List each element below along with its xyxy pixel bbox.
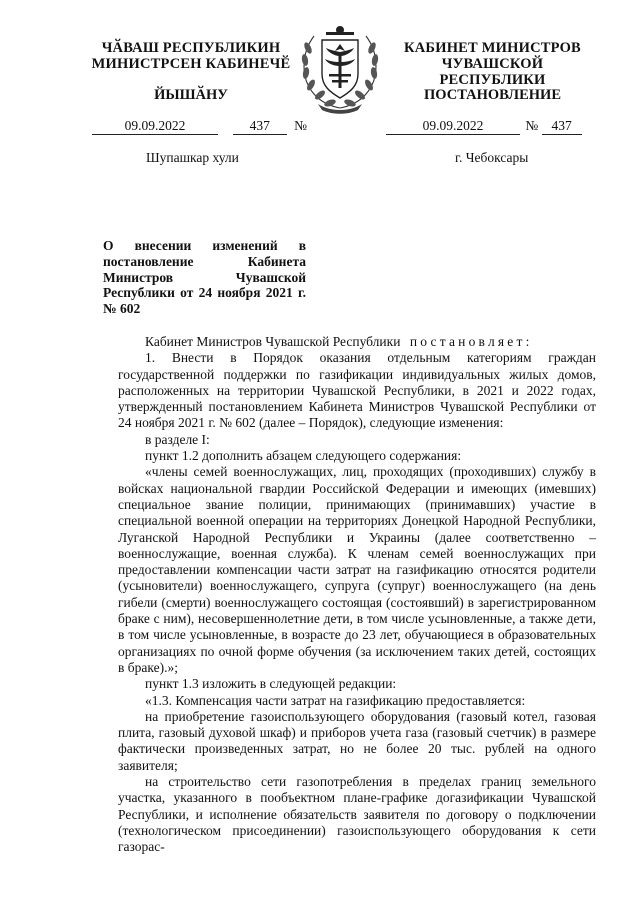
paragraph-1: 1. Внести в Порядок оказания отдельным категориям граждан государственной поддержки по газификации индивидуальных жилых домов, расположенных на территории Чувашской Республики, в 2021 и 2022 годах, утвержденный постановлением Кабинета Министров Чувашской Республики от 24 ноября 2021 г. № 602 (далее – Порядок), следующие изменения: — [118, 350, 596, 431]
header-left-org-line1: ЧӐВАШ РЕСПУБЛИКИН — [101, 40, 281, 56]
right-number-sign: № — [525, 118, 539, 133]
paragraph-section-1: в разделе I: — [145, 431, 210, 447]
intro-text: Кабинет Министров Чувашской Республики — [145, 334, 401, 349]
header-left-doc-type: ЙЫШӐНУ — [154, 87, 228, 103]
intro-paragraph — [118, 334, 596, 350]
paragraph-equipment: на приобретение газоиспользующего оборудования (газовый котел, газовая плита, газовый духовой шкаф) и приборов учета газа (газовый счетчик) в размере фактически произведенных затрат, но не более 20 тыс. рублей на одного заявителя; — [118, 708, 596, 773]
left-number-sign: № — [294, 118, 308, 133]
right-city: г. Чебоксары — [455, 150, 529, 165]
document-subject: О внесении изменений в постановление Кабинета Министров Чувашской Республики от 24 ноября 2021 г. № 602 — [103, 238, 306, 317]
header-left-org — [88, 40, 294, 72]
header-right-org — [390, 40, 595, 88]
right-date: 09.09.2022 — [386, 118, 520, 135]
paragraph-compensation: «1.3. Компенсация части затрат на газификацию предоставляется: — [145, 692, 526, 708]
paragraph-clause-1-3: пункт 1.3 изложить в следующей редакции: — [145, 676, 397, 692]
paragraph-construction: на строительство сети газопотребления в пределах границ земельного участка, указанного в пообъектном плане-графике догазификации Чувашской Республики, и исполнение обязательств заявителя по договору о подключении (технологическом присоединении) газоиспользующего оборудования к сети газорас- — [118, 774, 596, 855]
left-city: Шупашкар хули — [146, 150, 239, 165]
document-body — [118, 334, 596, 856]
paragraph-new-text: «члены семей военнослужащих, лиц, проходящих (проходивших) службу в войсках национальной гвардии Российской Федерации и имеющих (имевших) специальное звание полиции, принимающих (принимавших) участие в специальной военной операции на территориях Донецкой Народной Республики, Луганской Народной Республики и Украины (далее соответственно – военнослужащие, военная служба). К членам семей военнослужащих при предоставлении компенсации части затрат на газификацию относятся родители (усыновители) военнослужащего, супруга (супруг) военнослужащего (на день гибели (смерти) военнослужащего состоящая (состоявший) в зарегистрированном браке с ним), несовершеннолетние дети, в том числе усыновленные, а также дети, в том числе усыновленные, в возрасте до 23 лет, обучающиеся в образовательных организациях по очной форме обучения (за исключением таких детей, состоящих в браке).»; — [118, 464, 596, 675]
header-left-org-line2: МИНИСТРСЕН КАБИНЕЧӖ — [91, 56, 291, 72]
right-number: 437 — [542, 118, 582, 135]
header-right-org-line1: КАБИНЕТ МИНИСТРОВ — [404, 40, 581, 56]
intro-resolves: постановляет: — [409, 334, 533, 349]
right-date-number — [386, 118, 582, 135]
left-number: 437 — [233, 118, 287, 135]
left-date: 09.09.2022 — [92, 118, 218, 135]
header-right-doc-type: ПОСТАНОВЛЕНИЕ — [423, 87, 561, 103]
left-date-number — [92, 118, 307, 135]
coat-of-arms-emblem — [296, 18, 384, 116]
paragraph-clause-1-2: пункт 1.2 дополнить абзацем следующего содержания: — [145, 448, 462, 464]
header-right-org-line2: ЧУВАШСКОЙ РЕСПУБЛИКИ — [439, 56, 546, 88]
